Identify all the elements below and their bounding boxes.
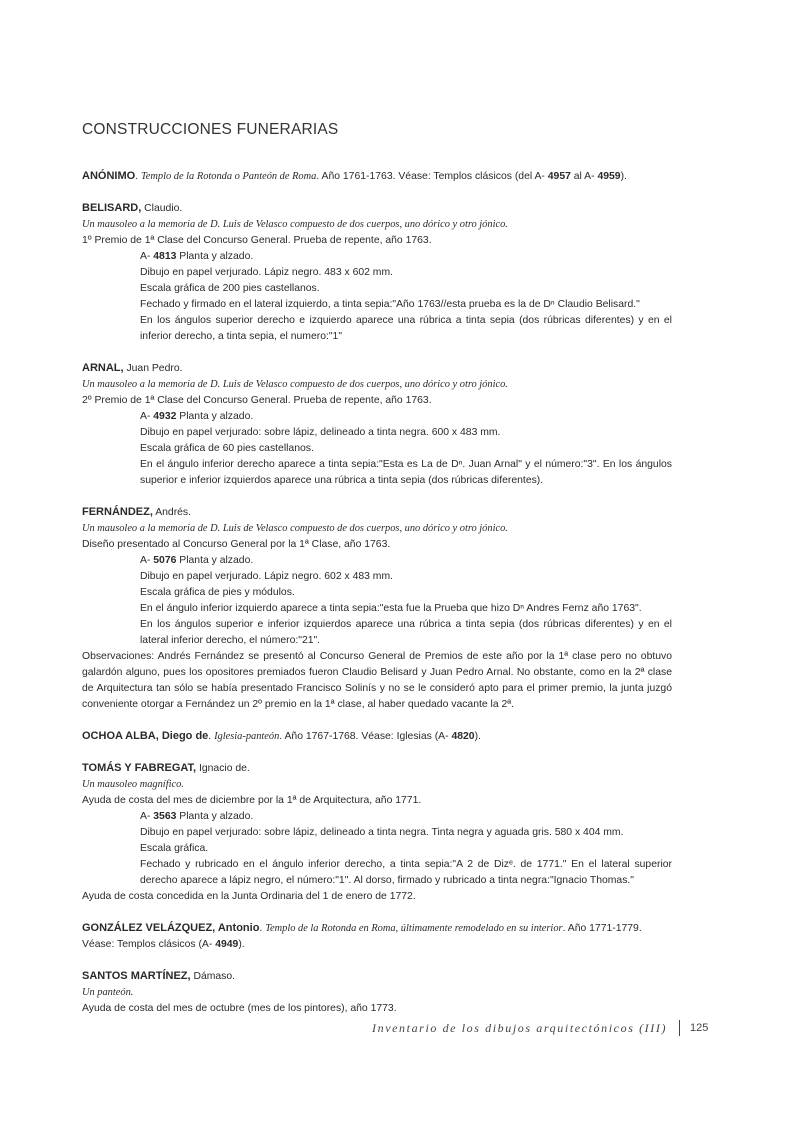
catalog-item: [82, 249, 672, 265]
catalog-number: 5076: [153, 555, 177, 566]
catalog-number: 4949: [215, 939, 239, 950]
cross-reference: ).: [474, 731, 481, 742]
item-detail: En los ángulos superior e inferior izquierdos aparece una rúbrica a tinta sepia (dos rúbricas diferentes) y en el lateral inferior derecho, el número:"21".: [140, 619, 672, 646]
entry-belisard: [82, 200, 672, 345]
award-text: Ayuda de costa del mes de octubre (mes de los pintores), año 1773.: [82, 1003, 397, 1014]
cross-reference: . Año 1767-1768. Véase: Iglesias (A-: [279, 731, 452, 742]
item-detail: En el ángulo inferior derecho aparece a tinta sepia:"Esta es La de Dⁿ. Juan Arnal" y el número:"3". En los ángulos superior e inferior izquierdos aparece una rúbrica a tinta sepia (dos rúbricas diferentes).: [140, 459, 672, 486]
item-detail: Fechado y rubricado en el ángulo inferior derecho, a tinta sepia:"A 2 de Dizᵉ. de 1771." En el lateral superior derecho aparece a lápiz negro, el número:"1". Al dorso, firmado y rubricado a tinta negra:"Ignacio Thomas.": [140, 859, 672, 886]
observations: Observaciones: Andrés Fernández se presentó al Concurso General de Premios de este año por la 1ª clase pero no obtuvo galardón alguno, pues los opositores premiados fueron Claudio Belisard y Juan Pedro Arnal. No obstante, como en la 2ª clase de Arquitectura tan sólo se había presentado Francisco Solinís y no se le consideró apto para el primer premio, la junta juzgó conveniente otorgar a Fernández un 2º premio en la 1ª clase, al haber quedado vacante la 2ª.: [82, 651, 672, 710]
entry-arnal: [82, 360, 672, 489]
code-prefix: A-: [140, 411, 154, 422]
code-prefix: A-: [140, 811, 154, 822]
entry-author: OCHOA ALBA, Diego de: [82, 730, 209, 742]
cross-reference: al A-: [570, 171, 598, 182]
item-detail: Dibujo en papel verjurado. Lápiz negro. 602 x 483 mm.: [140, 571, 393, 582]
work-title: Un mausoleo a la memoria de D. Luis de Velasco compuesto de dos cuerpos, uno dórico y otro jónico.: [82, 379, 508, 390]
item-detail: Fechado y firmado en el lateral izquierdo, a tinta sepia:"Año 1763//esta prueba es la de Dⁿ Claudio Belisard.": [140, 299, 640, 310]
work-title: Iglesia-panteón: [214, 731, 280, 742]
entry-author: GONZÁLEZ VELÁZQUEZ, Antonio: [82, 922, 260, 934]
entry-author-given: Claudio.: [141, 203, 183, 214]
catalog-number: 4959: [597, 171, 621, 182]
page-title: CONSTRUCCIONES FUNERARIAS: [82, 121, 339, 138]
work-title: Templo de la Rotonda en Roma, últimamente remodelado en su interior: [265, 923, 563, 934]
entry-author-given: Dámaso.: [190, 971, 236, 982]
entry-gonzalez: [82, 920, 672, 953]
catalog-item: [82, 553, 672, 569]
running-title: Inventario de los dibujos arquitectónicos (III): [372, 1020, 668, 1035]
cross-reference: ).: [238, 939, 245, 950]
work-title: Un mausoleo a la memoria de D. Luis de Velasco compuesto de dos cuerpos, uno dórico y otro jónico.: [82, 523, 508, 534]
item-detail: En el ángulo inferior izquierdo aparece a tinta sepia:"esta fue la Prueba que hizo Dⁿ Andres Fernz año 1763".: [140, 603, 642, 614]
cross-reference: . Año 1761-1763. Véase: Templos clásicos (del A-: [316, 171, 548, 182]
entry-author-given: Juan Pedro.: [123, 363, 183, 374]
catalog-number: 4820: [451, 731, 475, 742]
cross-reference: . Año 1771-1779. Véase: Templos clásicos (A-: [82, 923, 642, 950]
award-text: Diseño presentado al Concurso General por la 1ª Clase, año 1763.: [82, 539, 391, 550]
item-detail: Dibujo en papel verjurado: sobre lápiz, delineado a tinta negra. Tinta negra y aguada gris. 580 x 404 mm.: [140, 827, 624, 838]
catalog-number: 4957: [547, 171, 571, 182]
item-detail: Escala gráfica.: [140, 843, 209, 854]
item-description: Planta y alzado.: [176, 411, 254, 422]
entry-ochoa: [82, 728, 672, 745]
entry-author: ANÓNIMO: [82, 170, 136, 182]
page-footer: [372, 1020, 708, 1036]
entry-anonimo: [82, 168, 672, 185]
separator: .: [259, 923, 266, 934]
footer-divider: [679, 1020, 680, 1036]
item-detail: Escala gráfica de 200 pies castellanos.: [140, 283, 320, 294]
catalog-number: 4813: [153, 251, 177, 262]
award-text: 2º Premio de 1ª Clase del Concurso General. Prueba de repente, año 1763.: [82, 395, 432, 406]
separator: .: [208, 731, 215, 742]
entry-author: TOMÁS Y FABREGAT,: [82, 762, 197, 774]
code-prefix: A-: [140, 555, 154, 566]
entry-author-given: Andrés.: [152, 507, 192, 518]
separator: .: [135, 171, 141, 182]
entry-tomas: [82, 760, 672, 905]
entry-santos: [82, 968, 672, 1017]
item-detail: Dibujo en papel verjurado: sobre lápiz, delineado a tinta negra. 600 x 483 mm.: [140, 427, 501, 438]
catalog-item: [82, 809, 672, 825]
work-title: Un panteón.: [82, 987, 134, 998]
catalog-number: 3563: [153, 811, 177, 822]
work-title: Templo de la Rotonda o Panteón de Roma: [140, 171, 317, 182]
entry-author: ARNAL,: [82, 362, 124, 374]
work-title: Un mausoleo a la memoria de D. Luis de Velasco compuesto de dos cuerpos, uno dórico y otro jónico.: [82, 219, 508, 230]
award-text: Ayuda de costa del mes de diciembre por la 1ª de Arquitectura, año 1771.: [82, 795, 422, 806]
page-number: 125: [690, 1022, 709, 1034]
cross-reference: ).: [620, 171, 627, 182]
catalog-number: 4932: [153, 411, 177, 422]
code-prefix: A-: [140, 251, 154, 262]
item-description: Planta y alzado.: [176, 555, 254, 566]
award-text: 1º Premio de 1ª Clase del Concurso General. Prueba de repente, año 1763.: [82, 235, 432, 246]
item-description: Planta y alzado.: [176, 811, 254, 822]
entry-fernandez: [82, 504, 672, 713]
closing-note: Ayuda de costa concedida en la Junta Ordinaria del 1 de enero de 1772.: [82, 891, 416, 902]
item-description: Planta y alzado.: [176, 251, 254, 262]
catalog-entries: [82, 168, 672, 1032]
item-detail: Escala gráfica de 60 pies castellanos.: [140, 443, 314, 454]
item-detail: En los ángulos superior derecho e izquierdo aparece una rúbrica a tinta sepia (dos rúbricas diferentes) y en el inferior derecho, a tinta sepia, el numero:"1": [140, 315, 672, 342]
work-title: Un mausoleo magnífico.: [82, 779, 184, 790]
entry-author-given: Ignacio de.: [196, 763, 250, 774]
entry-author: FERNÁNDEZ,: [82, 506, 153, 518]
entry-author: SANTOS MARTÍNEZ,: [82, 970, 191, 982]
item-detail: Dibujo en papel verjurado. Lápiz negro. 483 x 602 mm.: [140, 267, 393, 278]
catalog-item: [82, 409, 672, 425]
entry-author: BELISARD,: [82, 202, 142, 214]
item-detail: Escala gráfica de pies y módulos.: [140, 587, 295, 598]
